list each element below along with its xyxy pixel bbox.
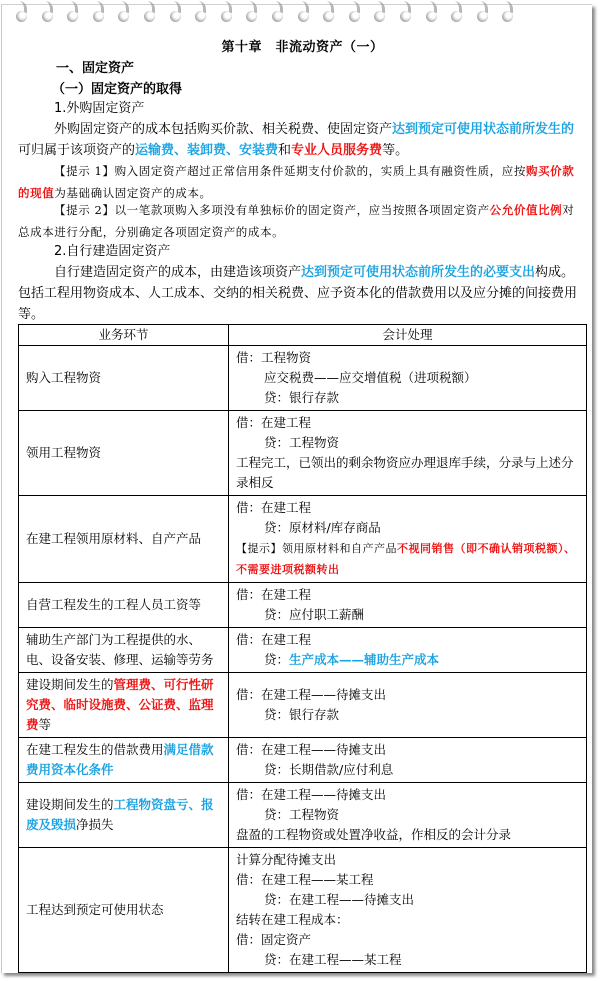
stage-cell — [19, 783, 229, 848]
spiral-ring-icon — [42, 1, 54, 25]
table-row — [19, 346, 587, 411]
table-row — [19, 783, 587, 848]
tip-1 — [18, 160, 584, 204]
debit-entry: 借：在建工程 — [236, 415, 312, 430]
section-heading: 一、固定资产 — [56, 61, 135, 76]
debit-entry: 借：在建工程——待摊支出 — [236, 742, 387, 757]
note: 结转在建工程成本： — [236, 912, 349, 927]
stage-cell: 自营工程发生的工程人员工资等 — [19, 583, 229, 628]
text: 净损失 — [76, 817, 114, 832]
debit-entry: 借：在建工程 — [236, 632, 312, 647]
paragraph-self-built-cost — [18, 262, 584, 325]
spiral-ring-icon — [502, 1, 514, 25]
entry-cell — [229, 346, 587, 411]
text: 构成。包括工程用物资成本、人工成本、交纳的相关税费、应予资本化的借款费用以及应分摊的间接费用等。 — [18, 265, 578, 322]
text: 外购固定资产的成本包括购买价款、相关税费、使固定资产 — [54, 122, 393, 137]
credit-entry: 贷：在建工程——某工程 — [264, 952, 402, 967]
text: 对总成本进行分配，分别确定各项固定资产的成本。 — [18, 203, 575, 239]
spiral-ring-icon — [221, 1, 233, 25]
stage-cell: 辅助生产部门为工程提供的水、电、设备安装、修理、运输等劳务 — [19, 628, 229, 673]
table-row — [19, 628, 587, 673]
stage-cell — [19, 738, 229, 783]
table-row — [19, 848, 587, 973]
debit-entry: 借：固定资产 — [236, 932, 312, 947]
credit-entry: 贷：工程物资 — [264, 435, 340, 450]
highlight-blue: 达到预定可使用状态前所发生的 — [392, 122, 575, 137]
debit-entry: 借：工程物资 — [236, 350, 312, 365]
text: 等 — [38, 717, 52, 732]
credit-entry: 贷：应付职工薪酬 — [264, 607, 365, 622]
entry-cell — [229, 583, 587, 628]
header-accounting: 会计处理 — [229, 325, 587, 346]
tip-note — [236, 538, 579, 580]
chapter-title: 第十章 非流动资产（一） — [221, 40, 384, 55]
highlight-red: 不视同销售（即不确认销项税额）、不需要进项税额转出 — [236, 542, 576, 576]
credit-entry: 贷：银行存款 — [264, 390, 340, 405]
spiral-ring-icon — [477, 1, 489, 25]
spiral-ring-icon — [323, 1, 335, 25]
spiral-ring-icon — [170, 1, 182, 25]
text: 和 — [278, 143, 292, 158]
spiral-ring-icon — [118, 1, 130, 25]
spiral-ring-icon — [349, 1, 361, 25]
stage-cell: 领用工程物资 — [19, 411, 229, 496]
text: 【提示 1】购入固定资产超过正常信用条件延期支付价款的，实质上具有融资性质，应按 — [54, 164, 526, 178]
entry-cell — [229, 628, 587, 673]
credit-entry: 贷：长期借款/应付利息 — [264, 762, 394, 777]
credit-entry: 贷：原材料/库存商品 — [264, 520, 381, 535]
highlight-red: 购买价款的现值 — [18, 164, 575, 200]
spiral-ring-icon — [298, 1, 310, 25]
spiral-ring-icon — [400, 1, 412, 25]
spiral-ring-icon — [374, 1, 386, 25]
spiral-ring-icon — [426, 1, 438, 25]
spiral-ring-icon — [144, 1, 156, 25]
debit-entry: 借：在建工程——某工程 — [236, 872, 374, 887]
spiral-ring-icon — [451, 1, 463, 25]
table-row — [19, 583, 587, 628]
text: 等。 — [382, 143, 409, 158]
text: 为基础确认固定资产的成本。 — [54, 186, 212, 200]
highlight-blue: 满足借款费用资本化条件 — [26, 742, 214, 777]
note: 计算分配待摊支出 — [236, 852, 337, 867]
paragraph-purchase-cost — [18, 119, 584, 161]
highlight-blue: 运输费、装卸费、安装费 — [135, 143, 279, 158]
debit-entry: 借：在建工程——待摊支出 — [236, 787, 387, 802]
entry-cell — [229, 673, 587, 738]
text: 【提示 2】以一笔款项购入多项没有单独标价的固定资产，应当按照各项固定资产 — [54, 203, 490, 217]
spiral-binding — [0, 0, 605, 26]
sub-heading-purchase: 1.外购固定资产 — [54, 101, 145, 116]
highlight-blue: 达到预定可使用状态前所发生的必要支出 — [301, 265, 536, 280]
debit-entry: 借：在建工程 — [236, 587, 312, 602]
stage-cell: 购入工程物资 — [19, 346, 229, 411]
entry-cell — [229, 496, 587, 583]
entry-cell — [229, 783, 587, 848]
spiral-ring-icon — [93, 1, 105, 25]
credit-entry — [236, 650, 579, 670]
header-stage: 业务环节 — [19, 325, 229, 346]
table-row — [19, 411, 587, 496]
stage-cell: 在建工程领用原材料、自产产品 — [19, 496, 229, 583]
highlight-red: 公允价值比例 — [489, 203, 563, 217]
highlight-blue: 生产成本——辅助生产成本 — [289, 652, 440, 667]
debit-entry: 借：在建工程 — [236, 500, 312, 515]
credit-entry: 贷：在建工程——待摊支出 — [264, 892, 415, 907]
text: 建设期间发生的 — [26, 797, 114, 812]
accounting-table — [18, 324, 587, 973]
note: 工程完工，已领出的剩余物资应办理退库手续，分录与上述分录相反 — [236, 455, 574, 490]
spiral-ring-icon — [195, 1, 207, 25]
entry-cell — [229, 411, 587, 496]
debit-entry: 借：在建工程——待摊支出 — [236, 687, 387, 702]
spiral-ring-icon — [16, 1, 28, 25]
text: 在建工程发生的借款费用 — [26, 742, 164, 757]
tip-2 — [18, 199, 584, 243]
entry-cell — [229, 848, 587, 973]
text: 可归属于该项资产的 — [18, 143, 136, 158]
highlight-red: 专业人员服务费 — [291, 143, 383, 158]
spiral-ring-icon — [67, 1, 79, 25]
credit-entry: 贷：工程物资 — [264, 807, 340, 822]
stage-cell — [19, 673, 229, 738]
text: 自行建造固定资产的成本，由建造该项资产 — [54, 265, 302, 280]
note: 盘盈的工程物资或处置净收益，作相反的会计分录 — [236, 827, 512, 842]
table-row — [19, 673, 587, 738]
table-row — [19, 738, 587, 783]
spiral-ring-icon — [272, 1, 284, 25]
table-header-row — [19, 325, 587, 346]
entry-cell — [229, 738, 587, 783]
table-row — [19, 496, 587, 583]
highlight-blue: 工程物资盘亏、报废及毁损 — [26, 797, 214, 832]
highlight-red: 管理费、可行性研究费、临时设施费、公证费、监理费 — [26, 677, 214, 732]
text: 【提示】领用原材料和自产产品 — [236, 542, 397, 555]
debit-entry: 应交税费——应交增值税（进项税额） — [264, 370, 477, 385]
spiral-ring-icon — [246, 1, 258, 25]
subsection-heading: （一）固定资产的取得 — [52, 82, 183, 97]
text: 贷： — [264, 652, 290, 667]
text: 建设期间发生的 — [26, 677, 114, 692]
credit-entry: 贷：银行存款 — [264, 707, 340, 722]
sub-heading-self-built: 2.自行建造固定资产 — [54, 244, 171, 259]
stage-cell: 工程达到预定可使用状态 — [19, 848, 229, 973]
